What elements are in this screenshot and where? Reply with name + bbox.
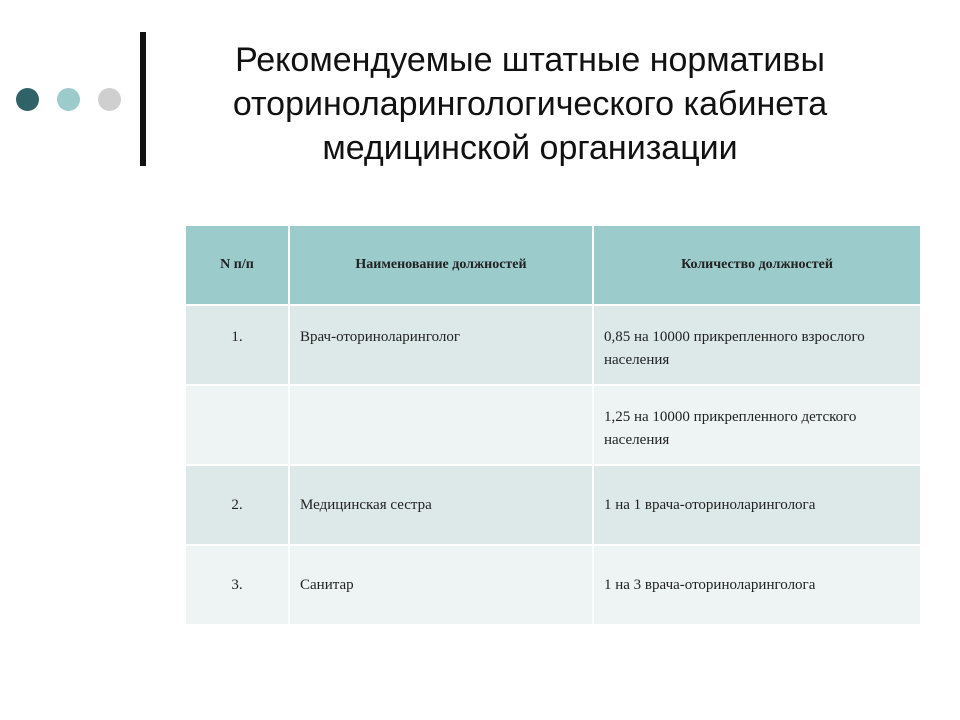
row-position: Санитар [289,545,593,625]
header-num: N п/п [185,225,289,305]
row-num [185,385,289,465]
table-row [185,305,921,385]
table-header-row [185,225,921,305]
header-count: Количество должностей [593,225,921,305]
row-count: 0,85 на 10000 прикрепленного взрослого населения [593,305,921,385]
table-row [185,385,921,465]
row-count: 1,25 на 10000 прикрепленного детского населения [593,385,921,465]
title-line-1: Рекомендуемые штатные нормативы [235,41,825,79]
title-line-3: медицинской организации [322,129,738,167]
staffing-table [184,224,922,626]
slide-title [170,38,890,170]
header-position: Наименование должностей [289,225,593,305]
title-line-2: оториноларингологического кабинета [232,85,828,123]
table-row [185,465,921,545]
row-num: 1. [185,305,289,385]
vertical-divider-bar [140,32,146,166]
row-count: 1 на 3 врача-оториноларинголога [593,545,921,625]
row-num: 2. [185,465,289,545]
table-row [185,545,921,625]
row-position [289,385,593,465]
decorative-dots [16,88,121,111]
light-teal-dot [57,88,80,111]
row-num: 3. [185,545,289,625]
row-position: Врач-оториноларинголог [289,305,593,385]
row-count: 1 на 1 врача-оториноларинголога [593,465,921,545]
row-position: Медицинская сестра [289,465,593,545]
gray-dot [98,88,121,111]
dark-teal-dot [16,88,39,111]
